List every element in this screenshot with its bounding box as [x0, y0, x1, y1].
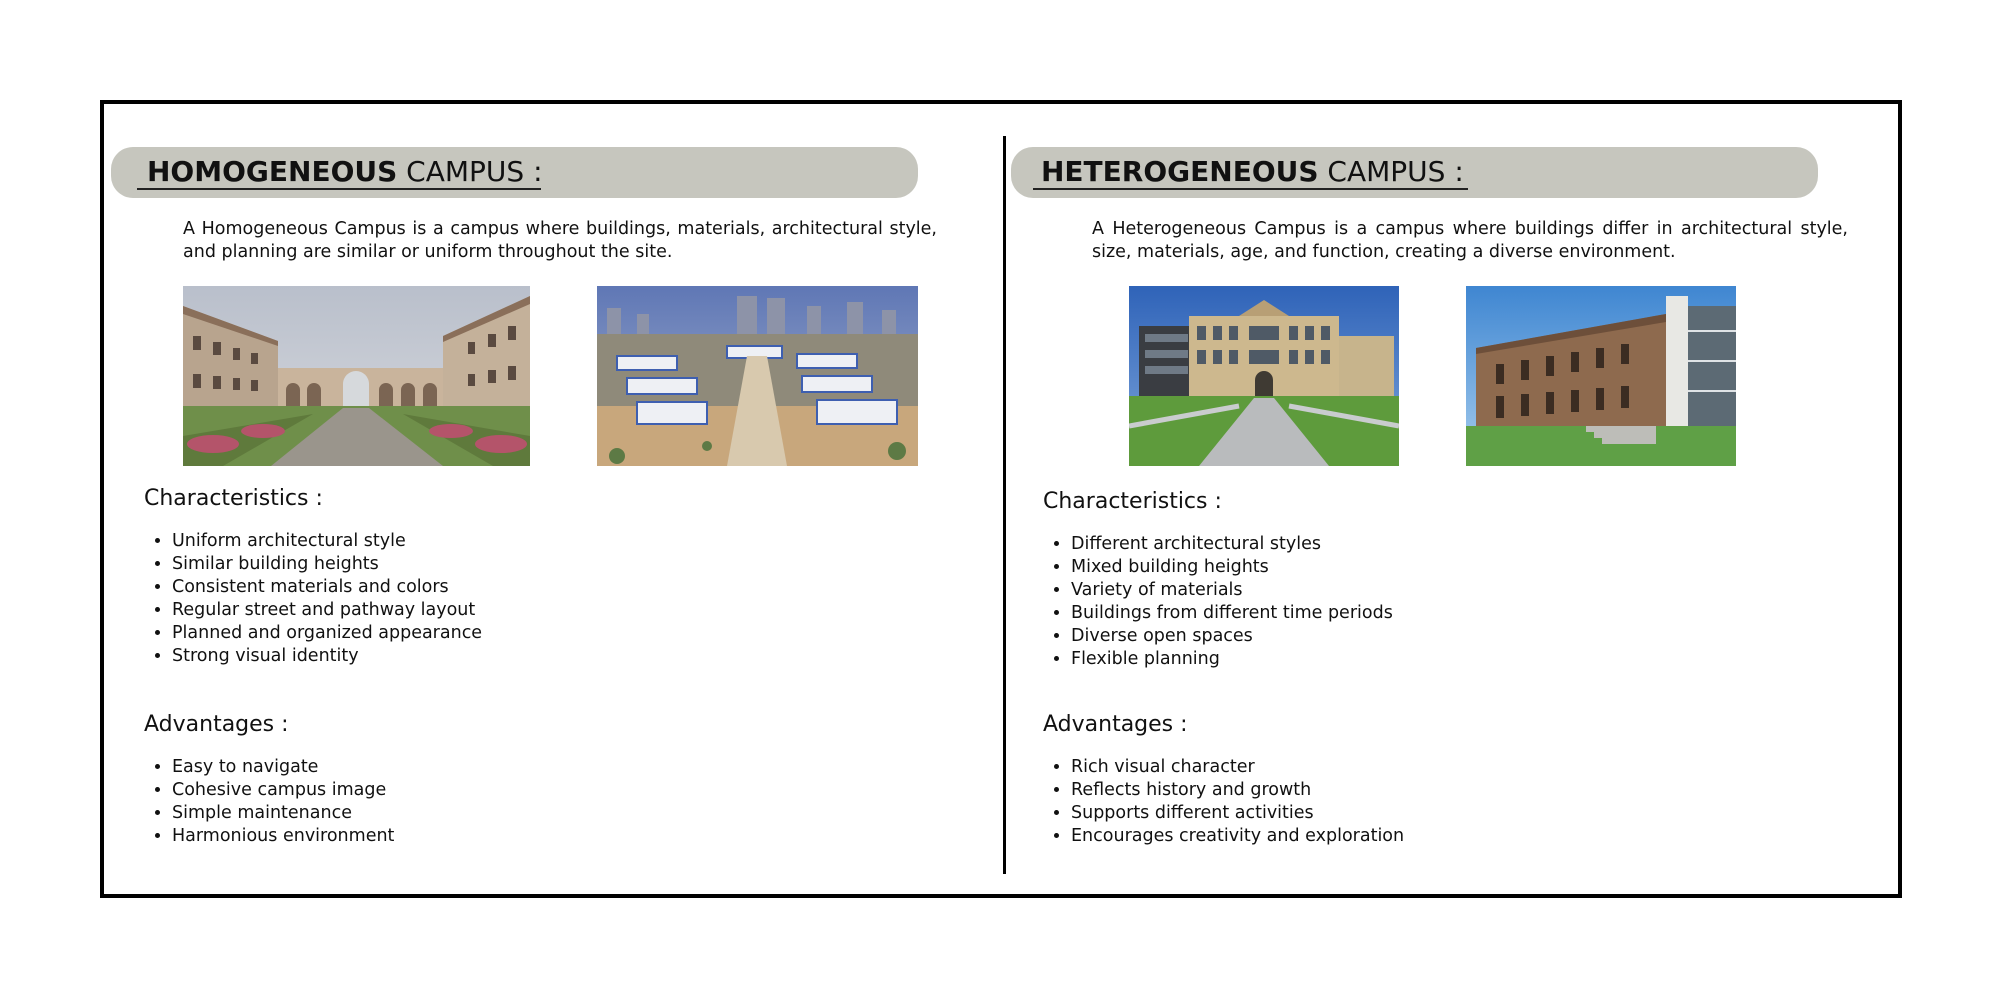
left-advantages-title: Advantages : — [144, 712, 289, 737]
aerial-campus-photo — [597, 286, 918, 466]
right-heading-underline — [1033, 188, 1468, 190]
list-item: • Harmonious environment — [172, 825, 394, 848]
left-description: A Homogeneous Campus is a campus where buildings, materials, architectural style, and planning are similar or uniform throughout the site. — [183, 219, 937, 262]
arched-courtyard-photo — [183, 286, 530, 466]
right-heading — [1041, 155, 1464, 189]
left-advantages-list — [144, 756, 394, 848]
right-heading-strong: HETEROGENEOUS — [1041, 155, 1319, 188]
list-item: • Reflects history and growth — [1071, 779, 1404, 802]
brick-and-modern-building-photo — [1466, 286, 1736, 466]
right-description: A Heterogeneous Campus is a campus where buildings differ in architectural style, size, materials, age, and function, creating a diverse environment. — [1092, 219, 1848, 262]
list-item: • Easy to navigate — [172, 756, 394, 779]
list-item: • Supports different activities — [1071, 802, 1404, 825]
list-item: • Simple maintenance — [172, 802, 394, 825]
list-item: • Buildings from different time periods — [1071, 602, 1393, 625]
center-divider — [1003, 136, 1006, 874]
list-item: • Encourages creativity and exploration — [1071, 825, 1404, 848]
right-advantages-list — [1043, 756, 1404, 848]
list-item: • Similar building heights — [172, 553, 482, 576]
list-item: • Variety of materials — [1071, 579, 1393, 602]
left-heading-strong: HOMOGENEOUS — [147, 155, 398, 188]
left-heading-light: CAMPUS : — [397, 155, 543, 188]
left-characteristics-list — [144, 530, 482, 668]
list-item: • Strong visual identity — [172, 645, 482, 668]
right-advantages-title: Advantages : — [1043, 712, 1188, 737]
left-heading — [147, 155, 543, 189]
list-item: • Diverse open spaces — [1071, 625, 1393, 648]
left-heading-underline — [137, 188, 541, 190]
list-item: • Flexible planning — [1071, 648, 1393, 671]
list-item: • Rich visual character — [1071, 756, 1404, 779]
list-item: • Uniform architectural style — [172, 530, 482, 553]
right-characteristics-list — [1043, 533, 1393, 671]
list-item: • Planned and organized appearance — [172, 622, 482, 645]
list-item: • Mixed building heights — [1071, 556, 1393, 579]
list-item: • Regular street and pathway layout — [172, 599, 482, 622]
list-item: • Cohesive campus image — [172, 779, 394, 802]
historic-building-photo — [1129, 286, 1399, 466]
list-item: • Consistent materials and colors — [172, 576, 482, 599]
list-item: • Different architectural styles — [1071, 533, 1393, 556]
right-characteristics-title: Characteristics : — [1043, 489, 1222, 514]
right-heading-light: CAMPUS : — [1318, 155, 1464, 188]
left-characteristics-title: Characteristics : — [144, 486, 323, 511]
